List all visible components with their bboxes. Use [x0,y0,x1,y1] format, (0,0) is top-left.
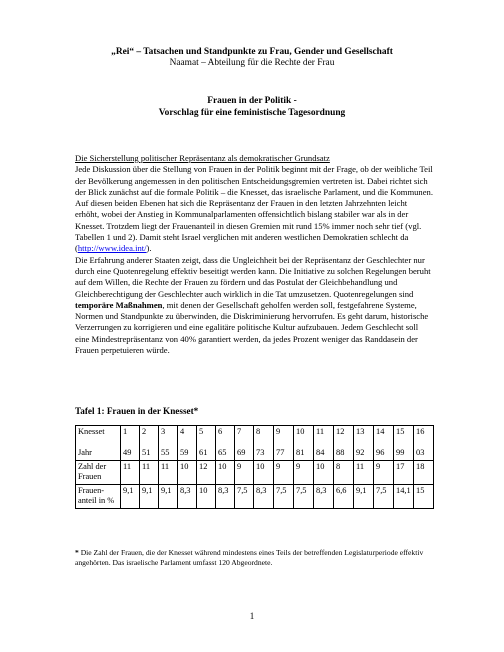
table-cell: 9 [235,460,254,484]
table-cell: 14 96 [374,426,394,461]
table-cell: 12 [197,460,216,484]
table-cell: 11 [140,460,159,484]
page-number: 1 [249,611,255,621]
main-text [75,153,433,356]
table-cell: 16 03 [414,426,434,461]
table-cell: 6 65 [216,426,235,461]
table-cell: 10 81 [294,426,314,461]
table-cell: 10 [314,460,334,484]
table-cell: 7,5 [294,484,314,508]
table-cell: 5 61 [197,426,216,461]
table-cell: 7,5 [235,484,254,508]
paragraph-1-end: ). [146,243,152,254]
table-cell: 9 [374,460,394,484]
table-cell: 3 55 [159,426,178,461]
table-cell: 7,5 [274,484,294,508]
footnote [75,548,435,568]
table-cell: 8 73 [254,426,274,461]
table-cell: 9 [274,460,294,484]
paragraph-2-rest: , mit denen der Gesellschaft geholfen werden soll, festgefahrene Systeme, Normen und Standpunkte zu überwinden, die Diskriminierung hervorrufen. Es geht darum, historische Verzerrungen zu korrigieren und eine egalitäre politische Kultur aufzubauen. Jedem Geschlecht soll eine Mindestrepräsentanz von 40% garantiert werden, da jedes Prozent weniger das Randdasein der Frauen perpetuieren würde. [75,299,429,356]
table-cell: 2 51 [140,426,159,461]
table-row-anteil [76,484,434,508]
table-cell: 9 77 [274,426,294,461]
table-cell: 11 [159,460,178,484]
table-cell: 10 [254,460,274,484]
table-cell: 10 [178,460,197,484]
table-row-zahl [76,460,434,484]
label-knesset: Knesset [78,427,105,436]
paragraph-2-emphasis: temporäre Maßnahmen [75,299,163,310]
row-label-anteil: Frauen-anteil in % [76,484,121,508]
title-line-1: Frauen in der Politik - [207,96,297,106]
row-label-zahl: Zahl der Frauen [76,460,121,484]
table-cell: 1 49 [121,426,140,461]
table-cell: 7,5 [374,484,394,508]
table-cell: 14,1 [394,484,414,508]
table-cell: 15 99 [394,426,414,461]
footnote-marker: * [75,548,79,557]
document-title [0,96,504,119]
table-row-knesset [76,426,434,461]
table-cell: 18 [414,460,434,484]
table-cell: 12 88 [334,426,354,461]
paragraph-1 [75,164,433,254]
footnote-text: Die Zahl der Frauen, die der Knesset während mindestens eines Teils der betreffenden Legislaturperiode effektiv angehörten. Das israelische Parlament umfasst 120 Abgeordnete. [75,548,424,568]
knesset-table [75,425,434,509]
table-cell: 9,1 [140,484,159,508]
table-cell: 11 [354,460,374,484]
table-cell: 10 [197,484,216,508]
section-heading: Die Sicherstellung politischer Repräsentanz als demokratischer Grundsatz [75,153,330,163]
table-cell: 13 92 [354,426,374,461]
table-cell: 4 59 [178,426,197,461]
table-cell: 10 [216,460,235,484]
table-cell: 8,3 [254,484,274,508]
table-caption: Tafel 1: Frauen in der Knesset* [75,406,199,416]
document-header [0,47,504,69]
table-cell: 15 [414,484,434,508]
table-cell: 11 [121,460,140,484]
header-organization: Naamat – Abteilung für die Rechte der Frau [169,58,335,68]
header-title: „Rei“ – Tatsachen und Standpunkte zu Frau, Gender und Gesellschaft [111,47,393,57]
table-cell: 9,1 [159,484,178,508]
paragraph-2 [75,255,433,357]
table-cell: 17 [394,460,414,484]
table-cell: 7 69 [235,426,254,461]
table-cell: 8,3 [178,484,197,508]
table-cell: 6,6 [334,484,354,508]
table-cell: 8,3 [314,484,334,508]
table-cell: 11 84 [314,426,334,461]
table-cell: 9,1 [121,484,140,508]
paragraph-1-text: Jede Diskussion über die Stellung von Frauen in der Politik beginnt mit der Frage, ob der weibliche Teil der Bevölkerung angemessen in den politischen Entscheidungsgremien vertreten ist. Dabei richtet sich der Blick zunächst auf die formale Politik – die Knesset, das israelische Parlament, und die Kommunen. Auf diesen beiden Ebenen hat sich die Repräsentanz der Frauen in den letzten Jahrzehnten leicht erhöht, wobei der Anstieg in Kommunalparlamenten offensichtlich bislang stabiler war als in der Knesset. Trotzdem liegt der Frauenanteil in diesen Gremien mit rund 15% immer noch sehr tief (vgl. Tabellen 1 und 2). Damit steht Israel verglichen mit anderen westlichen Demokratien schlecht da ( [75,164,433,254]
row-label-knesset [76,426,121,461]
table-cell: 8,3 [216,484,235,508]
label-jahr: Jahr [78,448,92,457]
table-cell: 9 [294,460,314,484]
idea-link[interactable]: http://www.idea.int/ [77,243,147,254]
title-line-2: Vorschlag für eine feministische Tagesordnung [158,107,346,118]
table-cell: 8 [334,460,354,484]
paragraph-2-text: Die Erfahrung anderer Staaten zeigt, dass die Ungleichheit bei der Repräsentanz der Geschlechter nur durch eine Quotenregelung effektiv beseitigt werden kann. Die Initiative zu solchen Regelungen beruht auf dem Willen, die Rechte der Frauen zu fördern und das Postulat der Gleichbehandlung und Gleichberechtigung der Geschlechter auch wirklich in die Tat umzusetzen. Quotenregelungen sind [75,254,431,299]
table-cell: 9,1 [354,484,374,508]
